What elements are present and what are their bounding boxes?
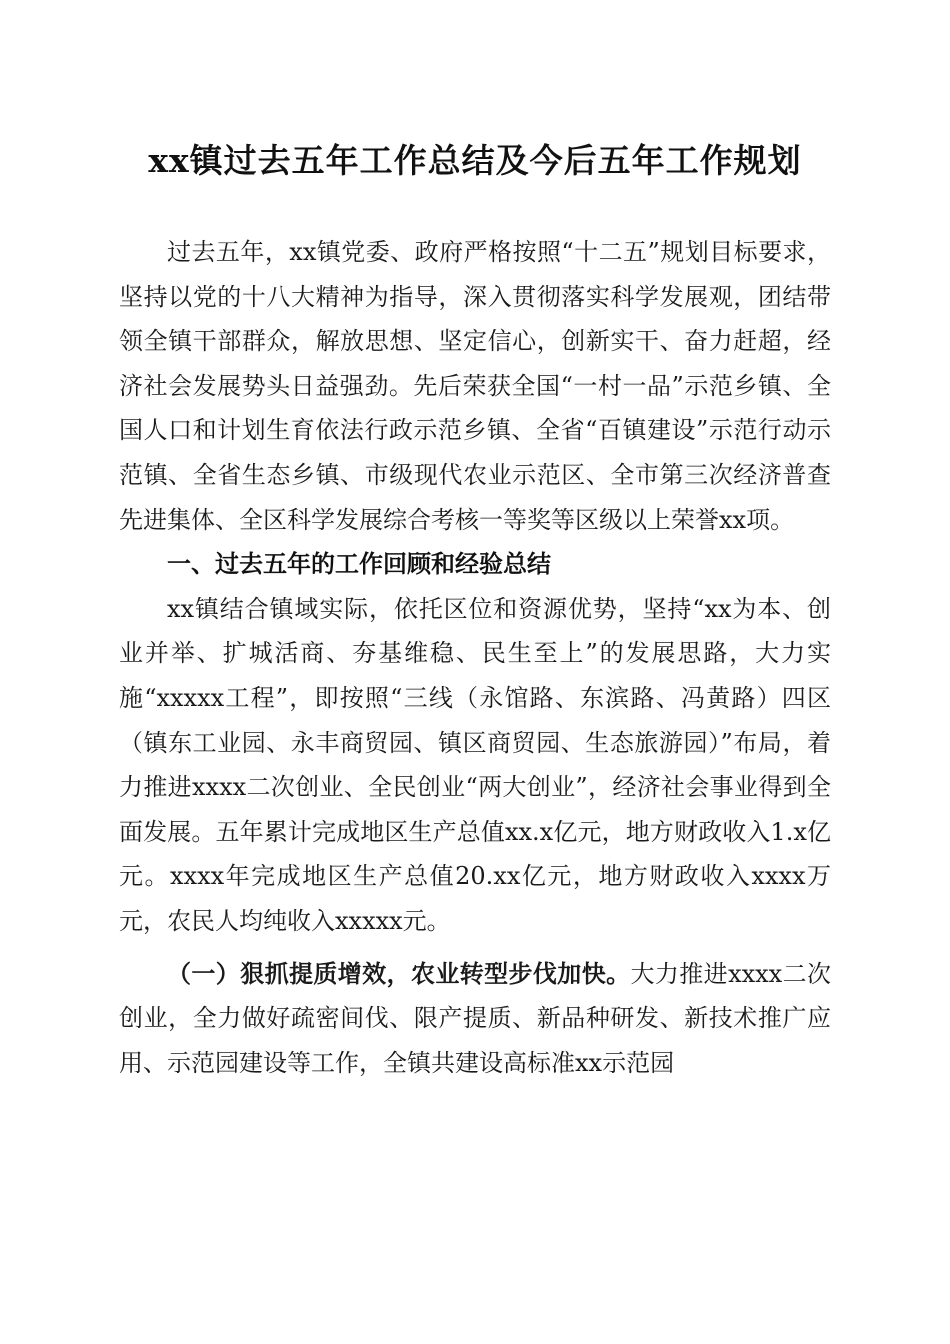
subsection-text: 大力推进xxxx二次创业，全力做好疏密间伐、限产提质、新品种研发、新技术推广应用、示范园建设等工作，全镇共建设高标准xx示范园 bbox=[119, 959, 832, 1077]
section-heading: 一、过去五年的工作回顾和经验总结 bbox=[167, 550, 551, 579]
document-body bbox=[119, 230, 831, 1085]
subsection-paragraph bbox=[119, 952, 831, 1086]
overview-paragraph: xx镇结合镇域实际，依托区位和资源优势，坚持“xx为本、创业并举、扩城活商、夯基维稳、民生至上”的发展思路，大力实施“xxxxx工程”，即按照“三线（永馆路、东滨路、冯黄路）四区（镇东工业园、永丰商贸园、镇区商贸园、生态旅游园）”布局，着力推进xxxx二次创业、全民创业“两大创业”，经济社会事业得到全面发展。五年累计完成地区生产总值xx.x亿元，地方财政收入1.x亿元。xxxx年完成地区生产总值20.xx亿元，地方财政收入xxxx万元，农民人均纯收入xxxxx元。 bbox=[119, 594, 831, 935]
intro-paragraph: 过去五年，xx镇党委、政府严格按照“十二五”规划目标要求，坚持以党的十八大精神为指导，深入贯彻落实科学发展观，团结带领全镇干部群众，解放思想、坚定信心，创新实干、奋力赶超，经济社会发展势头日益强劲。先后荣获全国“一村一品”示范乡镇、全国人口和计划生育依法行政示范乡镇、全省“百镇建设”示范行动示范镇、全省生态乡镇、市级现代农业示范区、全市第三次经济普查先进集体、全区科学发展综合考核一等奖等区级以上荣誉xx项。 bbox=[119, 238, 831, 534]
document-title: xx镇过去五年工作总结及今后五年工作规划 bbox=[148, 141, 802, 180]
subsection-lead: （一）狠抓提质增效，农业转型步伐加快。 bbox=[167, 958, 631, 988]
